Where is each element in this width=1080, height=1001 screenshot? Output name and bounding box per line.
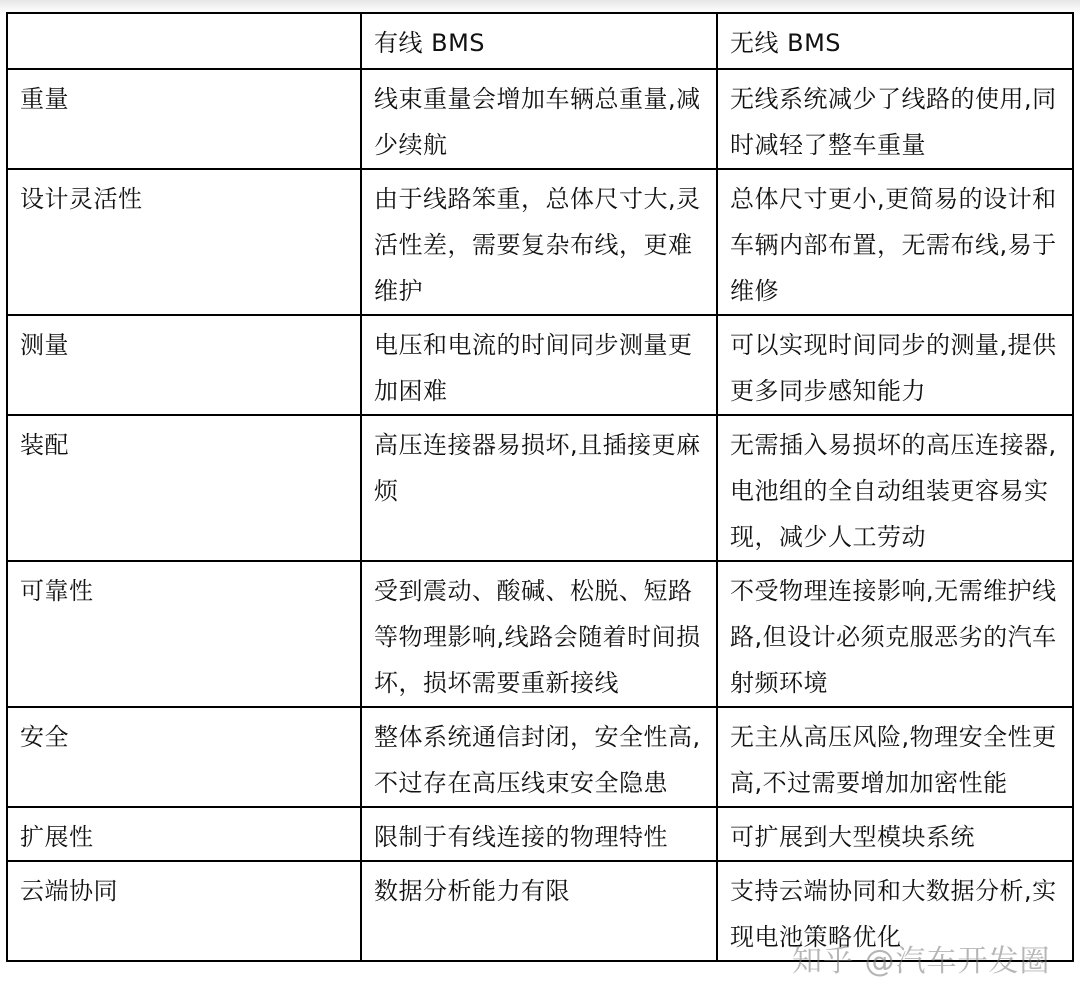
wired-cell: 线束重量会增加车辆总重量,减少续航: [361, 69, 717, 169]
wired-cell: 限制于有线连接的物理特性: [361, 807, 717, 861]
header-feature-cell: [7, 13, 361, 69]
feature-cell: 重量: [7, 69, 361, 169]
wired-cell: 由于线路笨重，总体尺寸大,灵活性差，需要复杂布线，更难维护: [361, 169, 717, 315]
header-wireless-bms: 无线 BMS: [717, 13, 1073, 69]
wireless-cell: 无线系统减少了线路的使用,同时减轻了整车重量: [717, 69, 1073, 169]
feature-cell: 安全: [7, 707, 361, 807]
header-row: [7, 13, 1073, 69]
wired-cell: 数据分析能力有限: [361, 861, 717, 961]
wireless-cell: 支持云端协同和大数据分析,实现电池策略优化: [717, 861, 1073, 961]
comparison-table: [6, 12, 1074, 962]
wired-cell: 整体系统通信封闭，安全性高,不过存在高压线束安全隐患: [361, 707, 717, 807]
feature-cell: 测量: [7, 315, 361, 415]
wireless-cell: 不受物理连接影响,无需维护线路,但设计必须克服恶劣的汽车射频环境: [717, 561, 1073, 707]
wired-cell: 受到震动、酸碱、松脱、短路等物理影响,线路会随着时间损坏，损坏需要重新接线: [361, 561, 717, 707]
wireless-cell: 无主从高压风险,物理安全性更高,不过需要增加加密性能: [717, 707, 1073, 807]
table-row: [7, 315, 1073, 415]
header-wired-bms: 有线 BMS: [361, 13, 717, 69]
table-row: [7, 415, 1073, 561]
wired-cell: 电压和电流的时间同步测量更加困难: [361, 315, 717, 415]
feature-cell: 云端协同: [7, 861, 361, 961]
table-row: [7, 169, 1073, 315]
watermark-text: 知乎 @汽车开发圈: [792, 944, 1051, 979]
wireless-cell: 总体尺寸更小,更简易的设计和车辆内部布置，无需布线,易于维修: [717, 169, 1073, 315]
feature-cell: 设计灵活性: [7, 169, 361, 315]
feature-cell: 扩展性: [7, 807, 361, 861]
table-row: [7, 807, 1073, 861]
feature-cell: 可靠性: [7, 561, 361, 707]
table-row: [7, 69, 1073, 169]
table-row: [7, 561, 1073, 707]
wired-cell: 高压连接器易损坏,且插接更麻烦: [361, 415, 717, 561]
table-row: [7, 707, 1073, 807]
wireless-cell: 无需插入易损坏的高压连接器,电池组的全自动组装更容易实现，减少人工劳动: [717, 415, 1073, 561]
wireless-cell: 可扩展到大型模块系统: [717, 807, 1073, 861]
feature-cell: 装配: [7, 415, 361, 561]
wireless-cell: 可以实现时间同步的测量,提供更多同步感知能力: [717, 315, 1073, 415]
